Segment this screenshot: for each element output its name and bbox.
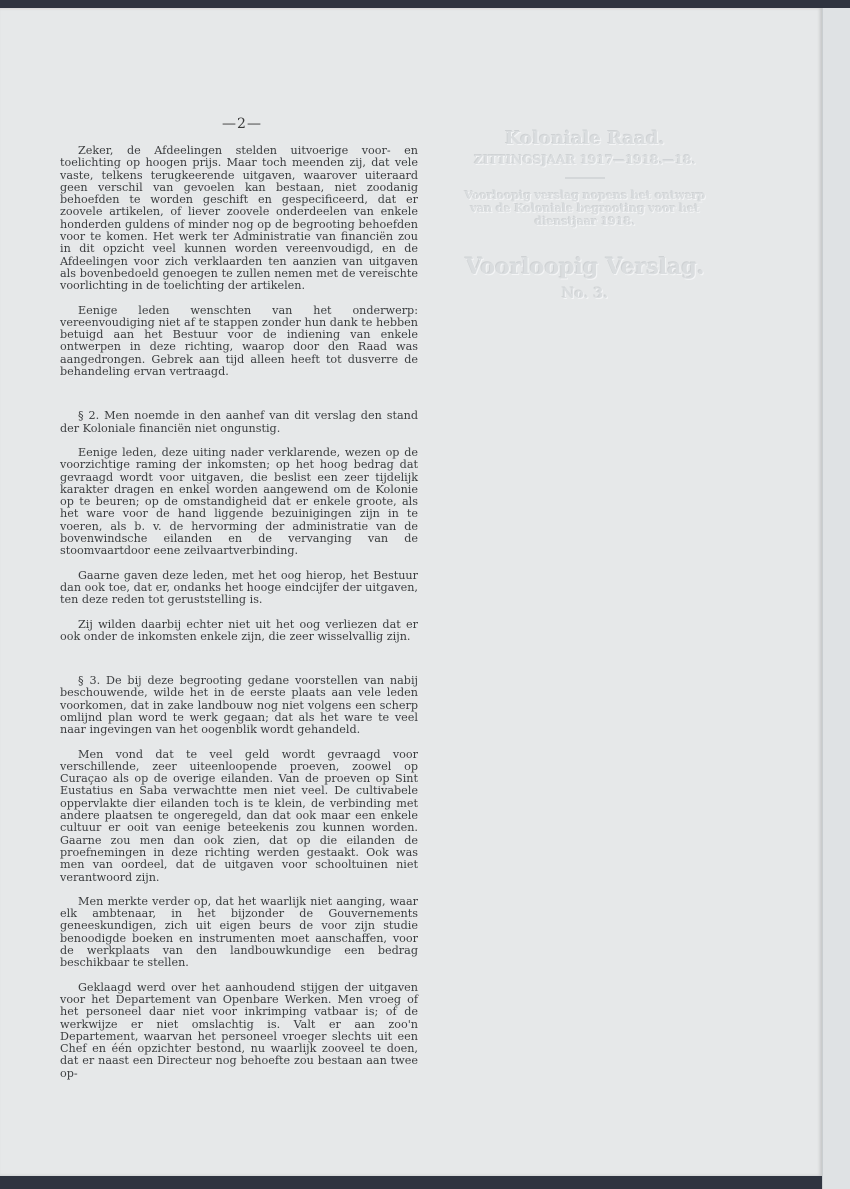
show-through-line: Voorloopig Verslag. bbox=[465, 254, 705, 280]
paragraph: Geklaagd werd over het aanhoudend stijgen der uitgaven voor het Departement van Openbare Werken. Men vroeg of het personeel daar niet voor inkrimping vatbaar is; of de werkwijze er niet omslachtig is. Valt er aan zoo'n Departement, waarvan het personeel vroeger slechts uit een Chef en één opzichter bestond, nu waarlijk zooveel te doen, dat er naast een Directeur nog behoefte zou bestaan aan twee op- bbox=[60, 980, 418, 1080]
paragraph: § 3. De bij deze begrooting gedane voorstellen van nabij beschouwende, wilde het in de eerste plaats aan vele leden voorkomen, dat in zake landbouw nog niet volgens een scherp omlijnd plan word te werk gegaan; dat als het ware te veel naar ingevingen van het oogenblik wordt gehandeld. bbox=[60, 674, 418, 737]
paragraph: § 2. Men noemde in den aanhef van dit verslag den stand der Koloniale financiën niet ongunstig. bbox=[60, 409, 418, 435]
next-page-edge bbox=[822, 8, 850, 1189]
page-number: —2— bbox=[222, 116, 262, 132]
show-through-line: Koloniale Raad. bbox=[505, 128, 665, 149]
show-through-line: Voorloopig verslag nopens het ontwerp van de Koloniale begrooting voor het dienstjaar 1918. bbox=[464, 189, 706, 228]
show-through-text bbox=[455, 128, 715, 302]
show-through-line: No. 3. bbox=[561, 286, 609, 302]
show-through-line: ZITTINGSJAAR 1917—1918.—18. bbox=[474, 153, 696, 167]
paragraph: Zeker, de Afdeelingen stelden uitvoerige voor- en toelichting op hoogen prijs. Maar toch meenden zij, dat vele vaste, telkens terugkeerende uitgaven, waarover uiteraard geen verschil van gevoelen kan bestaan, niet zoodanig behoefden te worden geschift en gespecificeerd, dat er zoovele artikelen, of liever zoovele onderdeelen van enkele honderden guldens of minder nog op de begrooting behoefden voor te komen. Het werk ter Administratie van financiën zou in dit opzicht veel kunnen worden vereenvoudigd, en de Afdeelingen voor zich verklaarden ten aanzien van uitgaven als bovenbedoeld genoegen te zullen nemen met de vereischte voorlichting in de toelichting der artikelen. bbox=[60, 144, 418, 293]
paragraph: Men merkte verder op, dat het waarlijk niet aanging, waar elk ambtenaar, in het bijzonder de Gouvernements geneeskundigen, zich uit eigen beurs de voor zijn studie benoodigde boeken en instrumenten moet aanschaffen, voor de werkplaats van den landbouwkundige een bedrag beschikbaar te stellen. bbox=[60, 894, 418, 970]
paragraph: Gaarne gaven deze leden, met het oog hierop, het Bestuur dan ook toe, dat er, ondanks het hooge eindcijfer der uitgaven, ten deze reden tot geruststelling is. bbox=[60, 568, 418, 607]
text-column bbox=[60, 145, 418, 1092]
show-through-rule bbox=[565, 177, 605, 179]
paragraph: Men vond dat te veel geld wordt gevraagd voor verschillende, zeer uiteenloopende proeven, zoowel op Curaçao als op de overige eilanden. Van de proeven op Sint Eustatius en Saba verwachtte men niet veel. De cultivabele oppervlakte dier eilanden toch is te klein, de verbinding met andere plaatsen te ongeregeld, dan dat ook maar een enkele cultuur er ooit van eenige beteekenis zou kunnen worden. Gaarne zou men dan ook zien, dat op die eilanden de proefnemingen in deze richting werden gestaakt. Ook was men van oordeel, dat de uitgaven voor schooltuinen niet verantwoord zijn. bbox=[60, 747, 418, 884]
paragraph: Zij wilden daarbij echter niet uit het oog verliezen dat er ook onder de inkomsten enkele zijn, die zeer wisselvallig zijn. bbox=[60, 617, 418, 643]
paragraph: Eenige leden, deze uiting nader verklarende, wezen op de voorzichtige raming der inkomsten; op het hoog bedrag dat gevraagd wordt voor uitgaven, die beslist een zeer tijdelijk karakter dragen en enkel worden aangewend om de Kolonie op te beuren; op de omstandigheid dat er enkele groote, als het ware voor de hand liggende bezuinigingen zijn in te voeren, als b. v. de hervorming der administratie van de bovenwindsche eilanden en de vervanging van de stoomvaartdoor eene zeilvaartverbinding. bbox=[60, 445, 418, 558]
paragraph: Eenige leden wenschten van het onderwerp: vereenvoudiging niet af te stappen zonder hun dank te hebben betuigd aan het Bestuur voor de indiening van enkele ontwerpen in deze richting, waarop door den Raad was aangedrongen. Gebrek aan tijd alleen heeft tot dusverre de behandeling ervan vertraagd. bbox=[60, 303, 418, 379]
